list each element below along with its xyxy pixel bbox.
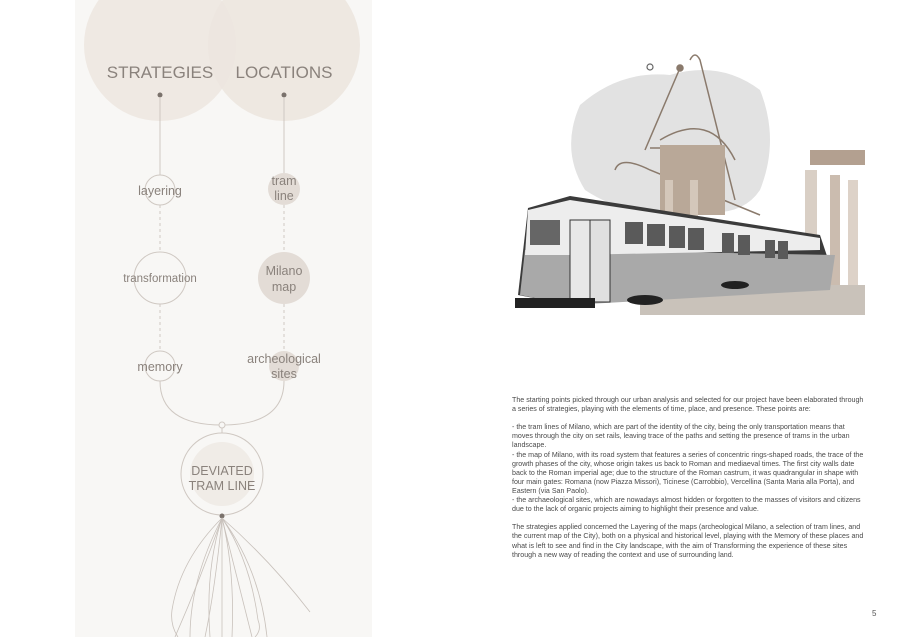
location-milano-map-2: map xyxy=(271,280,297,294)
intro-paragraph: The starting points picked through our urban analysis and selected for our project have been elaborated through a series of strategies, playing with the elements of time, place, and presence. These points are: xyxy=(512,396,864,414)
deviated-lines xyxy=(172,518,310,637)
strategy-diagram xyxy=(75,0,372,637)
locations-title: LOCATIONS xyxy=(235,63,333,82)
tram xyxy=(515,196,835,308)
strategy-layering: layering xyxy=(138,184,182,198)
location-archeological-1: archeological xyxy=(247,352,321,366)
strategies-paragraph: The strategies applied concerned the Layering of the maps (archeological Milano, a selection of tram lines, and the current map of the City), both on a physical and historical level, playing with the Memory of these places and what is left to see and find in the City landscape, with the aim of Transforming the experience of these sites through a new way of reading the context and use of surrounding land. xyxy=(512,523,864,559)
tram-lines-point: - the tram lines of Milano, which are part of the identity of the city, being the only transportation means that moves through the city on set rails, leaving trace of the paths and setting the presence of trams in the urban landscape. xyxy=(512,423,850,450)
location-tram-line-2: line xyxy=(274,189,294,203)
body-text xyxy=(512,396,864,569)
result-line-1: DEVIATED xyxy=(191,464,253,478)
milano-map-point: - the map of Milano, with its road system that features a series of concentric rings-shaped roads, the trace of the growth phases of the city, whose origin takes us back to Roman and mediaeval times. The first city walls date back to the Roman imperial age; due to the structure of the Roman castrum, it was quadrangular in shape with four main gates: Romana (now Piazza Missori), Ticinese (Carrobbio), Vercellina (Santa Maria alla Porta), and Eastern (via San Paolo). xyxy=(512,450,864,495)
result-line-2: TRAM LINE xyxy=(188,479,256,493)
strategy-transformation: transformation xyxy=(123,273,197,285)
tram-collage-image xyxy=(510,50,880,320)
archaeological-sites-point: - the archaeological sites, which are nowadays almost hidden or forgotten to the masses of visitors and citizens due to the lack of organic projects aiming to highlight their presence and value. xyxy=(512,496,861,514)
location-milano-map-1: Milano xyxy=(265,264,303,278)
location-tram-line-1: tram xyxy=(271,174,297,188)
strategy-memory: memory xyxy=(137,360,183,374)
diagram-panel xyxy=(75,0,372,637)
location-archeological-2: sites xyxy=(271,367,297,381)
strategies-title: STRATEGIES xyxy=(106,63,214,82)
page-number: 5 xyxy=(872,609,877,618)
